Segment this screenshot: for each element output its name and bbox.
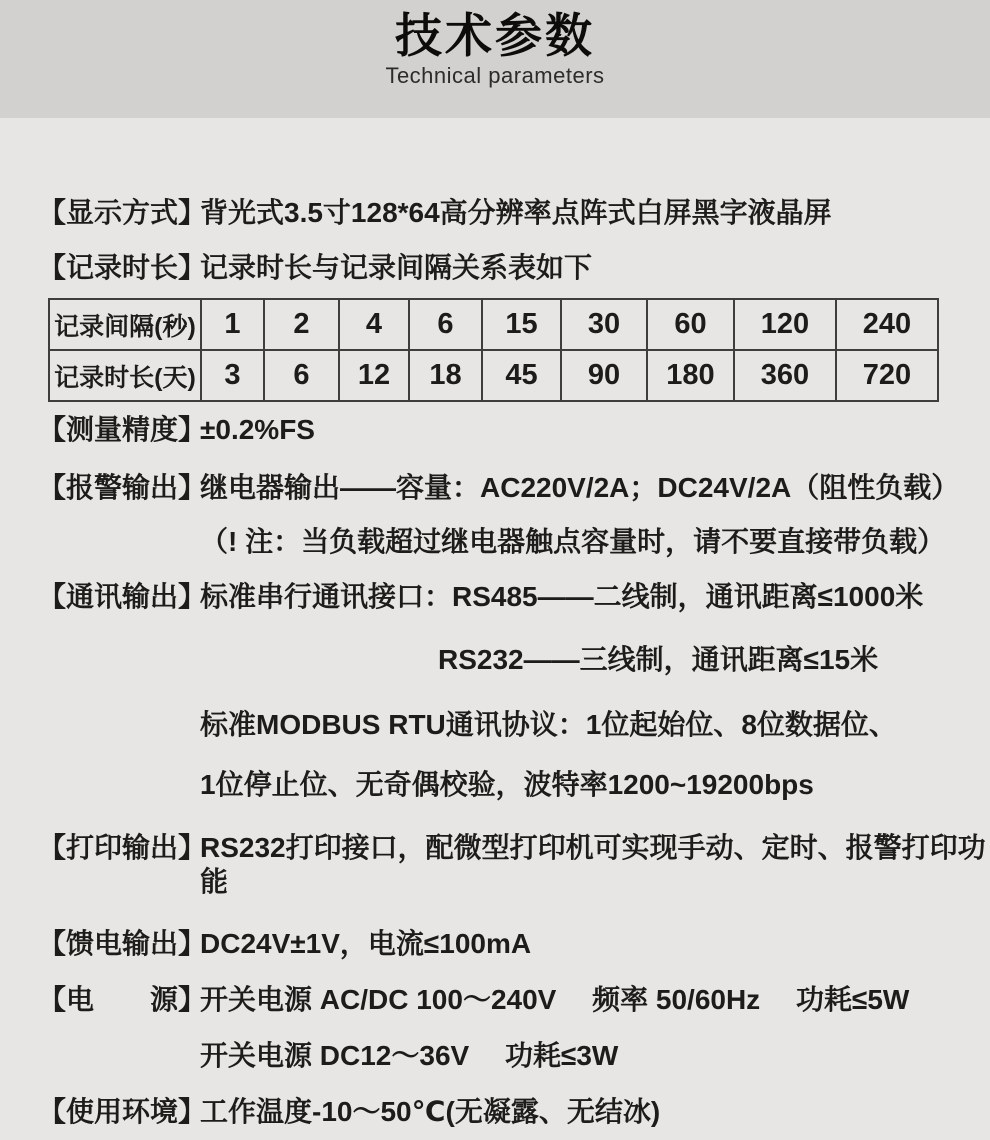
spec-label: 【打印输出】: [38, 832, 207, 863]
table-cell: 720: [836, 350, 938, 401]
spec-label: 【电 源】: [38, 984, 207, 1015]
spec-text: 1位停止位、无奇偶校验，波特率1200~19200bps: [200, 769, 814, 800]
spec-row-comm-output: [0, 580, 990, 614]
spec-text: （! 注：当负载超过继电器触点容量时，请不要直接带负载）: [200, 526, 946, 557]
spec-row-display-mode: [0, 196, 990, 230]
table-cell: 15: [482, 299, 561, 350]
spec-row-comm-rs232: [0, 643, 990, 677]
spec-text: 开关电源 DC12～36V 功耗≤3W: [200, 1040, 619, 1071]
table-cell: 120: [734, 299, 836, 350]
page-title: 技术参数: [395, 9, 595, 62]
table-cell: 1: [201, 299, 264, 350]
spec-text: 背光式3.5寸128*64高分辨率点阵式白屏黑字液晶屏: [200, 197, 832, 228]
table-cell: 60: [647, 299, 734, 350]
spec-text: DC24V±1V，电流≤100mA: [200, 928, 532, 959]
spec-row-comm-baud: [0, 768, 990, 802]
table-cell: 30: [561, 299, 647, 350]
spec-text: RS232打印接口，配微型打印机可实现手动、定时、报警打印功能: [200, 832, 986, 897]
table-cell: 6: [264, 350, 339, 401]
spec-list: [0, 196, 990, 1129]
spec-label: 【通讯输出】: [38, 581, 207, 612]
spec-row-environment: [0, 1095, 990, 1129]
spec-label: 【报警输出】: [38, 472, 207, 503]
table-cell: 240: [836, 299, 938, 350]
spec-row-accuracy: [0, 413, 990, 447]
table-cell: 360: [734, 350, 836, 401]
table-cell: 4: [339, 299, 409, 350]
spec-row-alarm-output: [0, 471, 990, 505]
spec-text: 继电器输出——容量：AC220V/2A；DC24V/2A（阻性负载）: [200, 472, 960, 503]
table-row-header: 记录间隔(秒): [49, 299, 201, 350]
spec-text: 开关电源 AC/DC 100～240V 频率 50/60Hz 功耗≤5W: [200, 984, 910, 1015]
spec-text: 记录时长与记录间隔关系表如下: [200, 252, 593, 283]
spec-row-alarm-note: [0, 525, 990, 559]
spec-row-print-output: [0, 831, 990, 899]
spec-text: RS232——三线制，通讯距离≤15米: [438, 644, 879, 675]
table-cell: 2: [264, 299, 339, 350]
table-row-duration: [49, 350, 938, 401]
header-band: [0, 0, 990, 118]
table-cell: 3: [201, 350, 264, 401]
spec-text: 标准MODBUS RTU通讯协议：1位起始位、8位数据位、: [200, 709, 897, 740]
page-subtitle: Technical parameters: [385, 62, 605, 88]
table-row-interval: [49, 299, 938, 350]
spec-label: 【测量精度】: [38, 414, 207, 445]
spec-row-feed-output: [0, 927, 990, 961]
spec-label: 【使用环境】: [38, 1096, 207, 1127]
spec-text: 工作温度-10～50℃(无凝露、无结冰): [200, 1096, 661, 1127]
spec-label: 【馈电输出】: [38, 928, 207, 959]
spec-row-power-dc: [0, 1039, 990, 1073]
table-cell: 180: [647, 350, 734, 401]
record-interval-duration-table: [48, 298, 939, 402]
spec-label: 【显示方式】: [38, 197, 207, 228]
table-cell: 6: [409, 299, 482, 350]
spec-text: 标准串行通讯接口：RS485——二线制，通讯距离≤1000米: [200, 581, 924, 612]
spec-row-comm-modbus: [0, 708, 990, 742]
table-cell: 90: [561, 350, 647, 401]
table-cell: 18: [409, 350, 482, 401]
spec-text: ±0.2%FS: [200, 414, 315, 445]
spec-row-record-duration: [0, 251, 990, 285]
spec-label: 【记录时长】: [38, 252, 207, 283]
table-row-header: 记录时长(天): [49, 350, 201, 401]
table-cell: 45: [482, 350, 561, 401]
table-cell: 12: [339, 350, 409, 401]
spec-row-power-ac: [0, 983, 990, 1017]
